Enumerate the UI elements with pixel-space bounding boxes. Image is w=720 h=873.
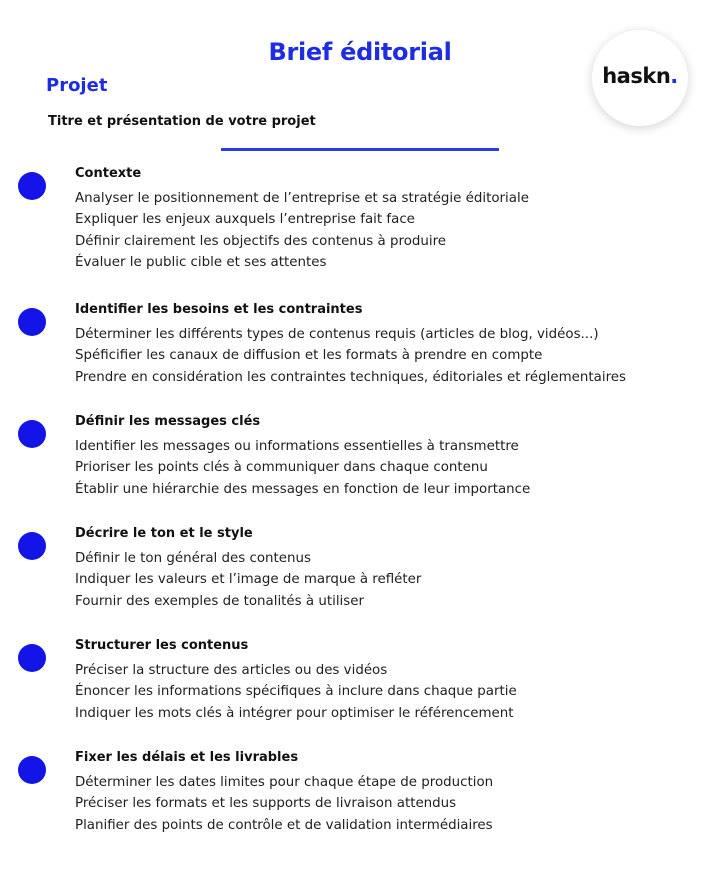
list-item: Prioriser les points clés à communiquer dans chaque contenu: [75, 460, 488, 476]
section-heading: Fixer les délais et les livrables: [75, 750, 299, 765]
list-item: Prendre en considération les contraintes techniques, éditoriales et réglementaires: [75, 369, 626, 385]
bullet-icon: [18, 420, 46, 448]
list-item: Déterminer les dates limites pour chaque étape de production: [75, 775, 494, 790]
bullet-icon: [18, 172, 46, 200]
logo-text: haskn: [602, 64, 671, 88]
logo-wordmark: [602, 64, 678, 88]
list-item: Préciser les formats et les supports de livraison attendus: [75, 796, 457, 812]
list-item: Analyser le positionnement de l’entreprise et sa stratégie éditoriale: [75, 191, 529, 206]
section-lines: [75, 436, 530, 500]
list-item: Évaluer le public cible et ses attentes: [75, 255, 327, 271]
section-heading: Identifier les besoins et les contraintes: [75, 302, 363, 317]
list-item: Énoncer les informations spécifiques à inclure dans chaque partie: [75, 684, 517, 700]
list-item: Identifier les messages ou informations essentielles à transmettre: [75, 439, 519, 454]
section-lines: [75, 324, 626, 388]
bullet-icon: [18, 756, 46, 784]
list-item: Fournir des exemples de tonalités à utiliser: [75, 593, 364, 609]
section-lines: [75, 548, 421, 612]
section-heading: Décrire le ton et le style: [75, 526, 253, 541]
section-lines: [75, 188, 529, 274]
section-heading: Contexte: [75, 166, 142, 181]
list-item: Définir clairement les objectifs des contenus à produire: [75, 233, 447, 249]
section-heading: Structurer les contenus: [75, 638, 249, 653]
bullet-icon: [18, 308, 46, 336]
list-item: Établir une hiérarchie des messages en fonction de leur importance: [75, 481, 531, 497]
list-item: Définir le ton général des contenus: [75, 551, 311, 566]
logo-dot: .: [670, 64, 678, 88]
list-item: Déterminer les différents types de contenus requis (articles de blog, vidéos...): [75, 327, 599, 342]
list-item: Planifier des points de contrôle et de validation intermédiaires: [75, 817, 493, 833]
list-item: Spéficifier les canaux de diffusion et les formats à prendre en compte: [75, 348, 543, 364]
section-label: Projet: [46, 75, 108, 96]
section-heading: Définir les messages clés: [75, 414, 261, 429]
divider-line: [221, 148, 499, 151]
bullet-icon: [18, 532, 46, 560]
page-title: Brief éditorial: [268, 38, 452, 66]
list-item: Expliquer les enjeux auxquels l’entreprise fait face: [75, 212, 415, 228]
section-lines: [75, 772, 493, 836]
list-item: Indiquer les mots clés à intégrer pour optimiser le référencement: [75, 705, 514, 721]
list-item: Indiquer les valeurs et l’image de marque à refléter: [75, 572, 422, 588]
project-subtitle: Titre et présentation de votre projet: [48, 114, 316, 129]
bullet-icon: [18, 644, 46, 672]
haskn-logo: [592, 30, 688, 126]
section-lines: [75, 660, 517, 724]
list-item: Préciser la structure des articles ou des vidéos: [75, 663, 388, 678]
